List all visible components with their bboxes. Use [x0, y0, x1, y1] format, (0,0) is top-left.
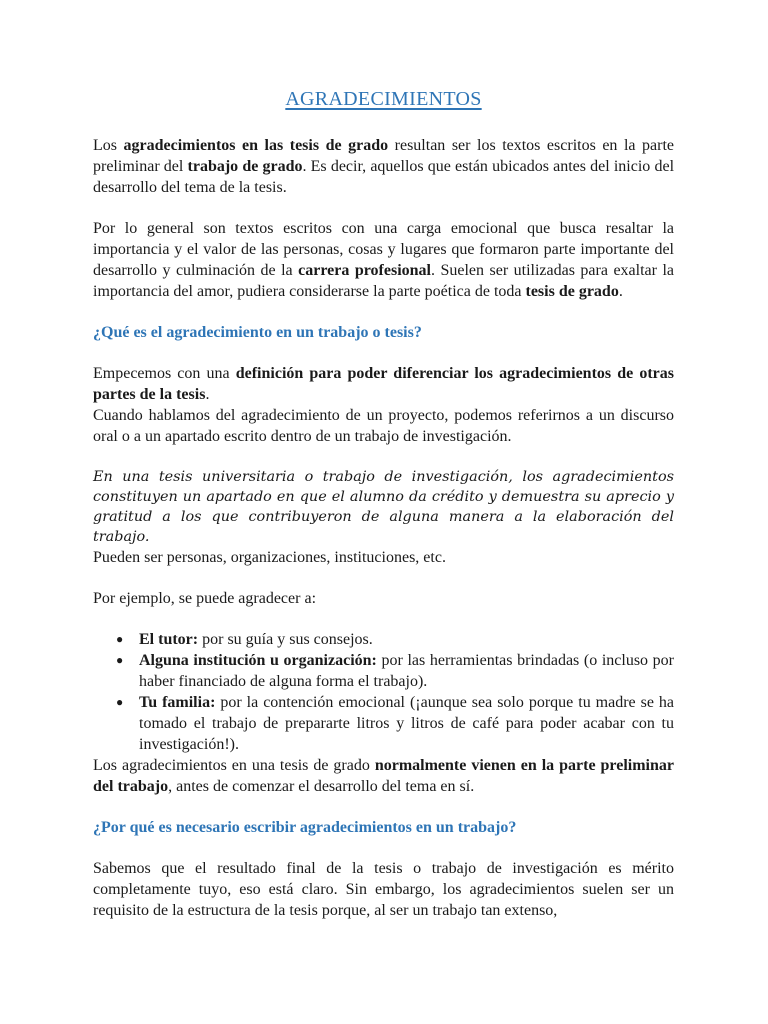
text-run: Por lo general son textos escritos con una carga emocional que busca resaltar la importancia y el valor de las personas, cosas y lugares que formaron parte importante del desarrollo y culminación de la — [93, 220, 674, 279]
bold-text: agradecimientos en las tesis de grado — [123, 137, 389, 154]
bullet-icon: ● — [116, 695, 124, 709]
bold-text: tesis de grado — [525, 283, 619, 300]
text-run: por su guía y sus consejos. — [198, 631, 373, 648]
bold-text: Alguna institución u organización: — [139, 652, 377, 669]
text-run: Empecemos con una — [93, 365, 236, 382]
paragraph-italic-quote: En una tesis universitaria o trabajo de investigación, los agradecimientos constituyen un apartado en que el alumno da crédito y demuestra su aprecio y gratitud a los que contribuyeron de alguna manera a la elaboración del trabajo. — [93, 469, 674, 545]
text-run: Los agradecimientos en una tesis de grado — [93, 757, 375, 774]
bullet-icon: ● — [116, 653, 124, 667]
paragraph-intro — [93, 135, 674, 198]
paragraph-general — [93, 218, 674, 302]
text-run: . — [618, 283, 623, 300]
paragraph-definition — [93, 363, 674, 405]
bold-text: normalmente vienen en la parte preliminar del trabajo — [93, 757, 675, 795]
text-run: . — [205, 386, 210, 403]
list-item — [116, 692, 675, 755]
text-run: , antes de comenzar el desarrollo del tema en sí. — [168, 778, 475, 795]
text-run: resultan ser los textos escritos en la parte preliminar del — [93, 137, 674, 175]
section-heading-why: ¿Por qué es necesario escribir agradecimientos en un trabajo? — [93, 819, 517, 836]
paragraph-project: Cuando hablamos del agradecimiento de un proyecto, podemos referirnos a un discurso oral o a un apartado escrito dentro de un trabajo de investigación. — [93, 407, 674, 445]
paragraph-who: Pueden ser personas, organizaciones, instituciones, etc. — [93, 549, 446, 566]
text-run: . Es decir, aquellos que están ubicados antes del inicio del desarrollo del tema de la tesis. — [93, 158, 675, 196]
text-run: por las herramientas brindadas (o incluso por haber financiado de alguna forma el trabajo). — [139, 652, 675, 690]
bold-text: El tutor: — [139, 631, 199, 648]
section-heading-what-is: ¿Qué es el agradecimiento en un trabajo o tesis? — [93, 324, 422, 341]
document-title: AGRADECIMIENTOS — [285, 88, 482, 110]
bold-text: trabajo de grado — [187, 158, 303, 175]
text-run: . Suelen ser utilizadas para exaltar la importancia del amor, pudiera considerarse la parte poética de toda — [93, 262, 674, 300]
bold-text: definición para poder diferenciar los agradecimientos de otras partes de la tesis — [93, 365, 674, 403]
thanks-list — [93, 629, 674, 755]
list-item — [116, 629, 674, 650]
list-item — [116, 650, 675, 692]
bold-text: Tu familia: — [139, 694, 216, 711]
bold-text: carrera profesional — [298, 262, 431, 279]
paragraph-example: Por ejemplo, se puede agradecer a: — [93, 590, 317, 607]
paragraph-location — [93, 755, 674, 797]
text-run: Los — [93, 137, 124, 154]
bullet-icon: ● — [116, 632, 124, 646]
paragraph-why: Sabemos que el resultado final de la tesis o trabajo de investigación es mérito completamente tuyo, eso está claro. Sin embargo, los agradecimientos suelen ser un requisito de la estructura de la tesis porque, al ser un trabajo tan extenso, — [93, 860, 674, 919]
text-run: por la contención emocional (¡aunque sea solo porque tu madre se ha tomado el trabajo de prepararte litros y litros de café para poder acabar con tu investigación!). — [139, 694, 675, 753]
